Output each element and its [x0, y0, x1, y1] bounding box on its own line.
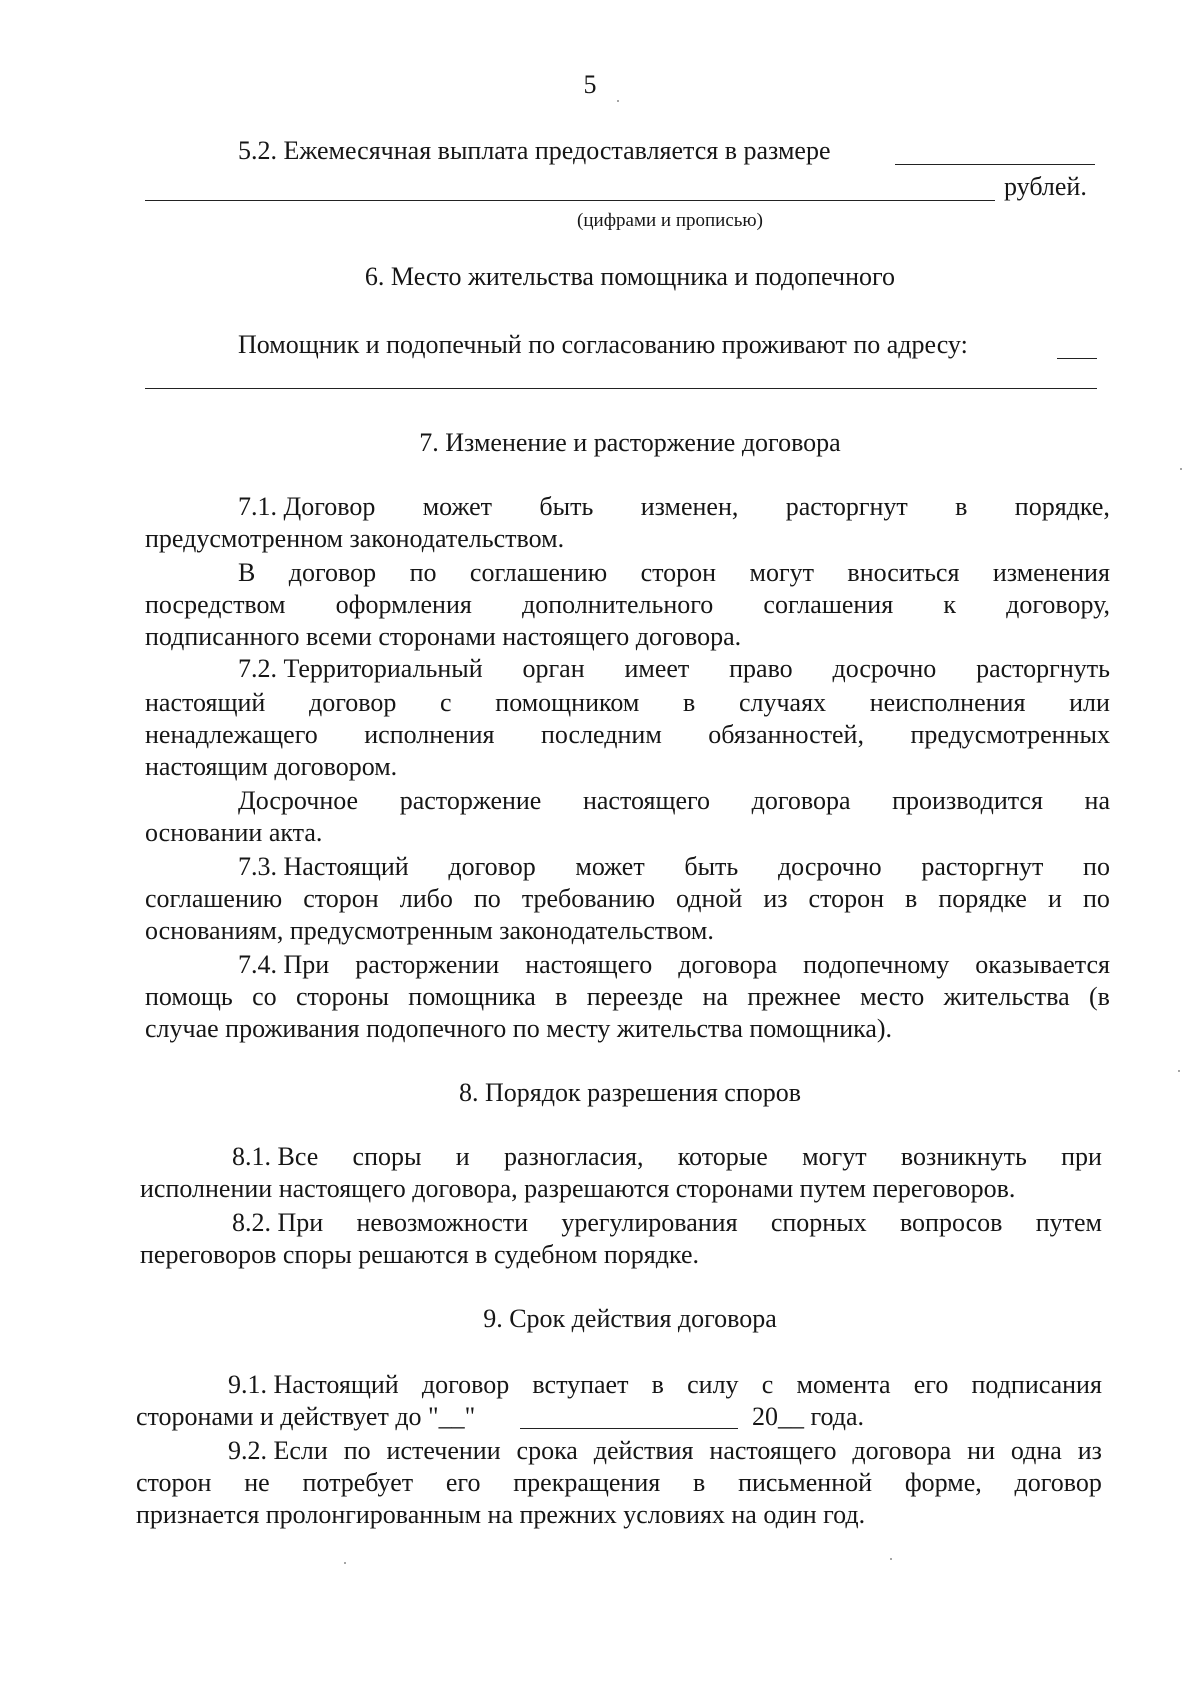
word: не: [244, 1468, 270, 1497]
word: соглашению: [469, 558, 608, 587]
clause-7-1b-line-2: [145, 590, 1110, 620]
word: силу: [687, 1370, 739, 1399]
word: разногласия,: [504, 1142, 644, 1171]
word: право: [729, 654, 793, 683]
address-blank-short: [1057, 358, 1097, 359]
word: момента: [796, 1370, 891, 1399]
word: в: [555, 982, 568, 1011]
word: и: [1048, 884, 1062, 913]
rubles-label: рублей.: [1004, 172, 1087, 201]
clause-7-1-line-1: [238, 492, 1110, 522]
word: вопросов: [899, 1208, 1003, 1237]
word: договор: [448, 852, 536, 881]
clause-9-1-line-1: [228, 1370, 1102, 1400]
word: расторгнут: [921, 852, 1044, 881]
word: настоящего: [709, 1436, 837, 1465]
word: которые: [677, 1142, 768, 1171]
word: расторжении: [355, 950, 500, 979]
word: в: [955, 492, 968, 521]
clause-9-2-line-3: признается пролонгированным на прежних условиях на один год.: [136, 1500, 866, 1529]
word: предусмотренных: [910, 720, 1110, 749]
word: либо: [399, 884, 453, 913]
word: сторон: [808, 884, 885, 913]
address-blank-long: [145, 388, 1097, 389]
word: оказывается: [975, 950, 1110, 979]
clause-7-3-line-1: [238, 852, 1110, 882]
word: изменен,: [640, 492, 739, 521]
scan-speck: [1180, 468, 1182, 470]
word: и: [455, 1142, 470, 1171]
word: споры: [352, 1142, 422, 1171]
word: по: [1083, 852, 1110, 881]
word: к: [943, 590, 956, 619]
word: настоящий: [145, 688, 266, 717]
section-6-heading: 6. Место жительства помощника и подопечного: [364, 262, 896, 291]
word: настоящего: [582, 786, 711, 815]
word: невозможности: [356, 1208, 529, 1237]
word: 8.1. Все: [232, 1142, 319, 1171]
word: могут: [802, 1142, 867, 1171]
word: его: [913, 1370, 949, 1399]
word: сторон: [136, 1468, 212, 1497]
word: или: [1069, 688, 1110, 717]
word: соглашению: [145, 884, 283, 913]
word: дополнительного: [522, 590, 714, 619]
section-7-heading: 7. Изменение и расторжение договора: [419, 428, 841, 457]
word: по: [409, 558, 437, 587]
word: 7.4. При: [238, 950, 330, 979]
word: настоящего: [525, 950, 653, 979]
word: место: [860, 982, 925, 1011]
word: досрочно: [777, 852, 882, 881]
section-8-heading: 8. Порядок разрешения споров: [458, 1078, 802, 1107]
scan-speck: [344, 1562, 346, 1564]
clause-6-line-1: Помощник и подопечный по согласованию проживают по адресу:: [238, 330, 968, 359]
amount-caption: (цифрами и прописью): [577, 210, 763, 231]
word: ненадлежащего: [145, 720, 318, 749]
word: исполнения: [364, 720, 495, 749]
word: помощником: [495, 688, 640, 717]
word: по: [343, 1436, 371, 1465]
word: его: [445, 1468, 481, 1497]
word: из: [763, 884, 788, 913]
word: 7.1. Договор: [238, 492, 376, 521]
word: стороны: [295, 982, 389, 1011]
amount-blank-long: [145, 200, 995, 201]
word: письменной: [738, 1468, 873, 1497]
word: договора: [751, 786, 851, 815]
word: помощь: [145, 982, 233, 1011]
word: на: [702, 982, 728, 1011]
word: расторжение: [399, 786, 542, 815]
word: договора: [678, 950, 778, 979]
word: по: [473, 884, 501, 913]
word: договору,: [1006, 590, 1110, 619]
clause-7-3-line-3: основаниям, предусмотренным законодательством.: [145, 916, 714, 945]
word: вноситься: [847, 558, 960, 587]
clause-7-2-line-3: [145, 720, 1110, 750]
clause-8-1-line-1: [232, 1142, 1102, 1172]
word: со: [252, 982, 277, 1011]
word: с: [440, 688, 452, 717]
word: по: [1082, 884, 1110, 913]
word: В: [238, 558, 256, 587]
word: возникнуть: [900, 1142, 1027, 1171]
scan-speck: [890, 1558, 892, 1560]
word: подписания: [971, 1370, 1102, 1399]
word: изменения: [992, 558, 1110, 587]
word: расторгнуть: [976, 654, 1110, 683]
word: в: [693, 1468, 706, 1497]
clause-9-2-line-2: [136, 1468, 1102, 1498]
word: 7.2. Территориальный: [238, 654, 483, 683]
word: потребует: [302, 1468, 414, 1497]
word: досрочно: [832, 654, 937, 683]
clause-7-1-line-2: предусмотренном законодательством.: [145, 524, 565, 553]
word: сторон: [640, 558, 717, 587]
clause-7-2-line-4: настоящим договором.: [145, 752, 398, 781]
word: действия: [593, 1436, 694, 1465]
word: одна: [1010, 1436, 1062, 1465]
clause-7-2-line-1: [238, 654, 1110, 684]
clause-7-1b-line-3: подписанного всеми сторонами настоящего договора.: [145, 622, 742, 651]
word: в: [682, 688, 696, 717]
clause-7-3-line-2: [145, 884, 1110, 914]
date-month-blank: [520, 1428, 738, 1429]
word: в: [905, 884, 918, 913]
word: порядке,: [1014, 492, 1110, 521]
word: неисполнения: [869, 688, 1026, 717]
word: договора: [852, 1436, 952, 1465]
word: Досрочное: [238, 786, 359, 815]
word: может: [422, 492, 493, 521]
word: может: [575, 852, 645, 881]
clause-7-2b-line-1: [238, 786, 1110, 816]
clause-7-2-line-2: [145, 688, 1110, 718]
word: помощника: [408, 982, 536, 1011]
word: переезде: [586, 982, 684, 1011]
scan-speck: [617, 100, 619, 102]
word: договор: [288, 558, 377, 587]
word: 8.2. При: [232, 1208, 324, 1237]
word: оформления: [335, 590, 472, 619]
word: могут: [749, 558, 814, 587]
word: последним: [540, 720, 662, 749]
word: расторгнут: [785, 492, 908, 521]
word: путем: [1035, 1208, 1102, 1237]
word: договор: [309, 688, 397, 717]
word: вступает: [532, 1370, 629, 1399]
amount-blank-short: [895, 164, 1095, 165]
word: форме,: [904, 1468, 982, 1497]
clause-7-1b-line-1: [238, 558, 1110, 588]
word: при: [1061, 1142, 1102, 1171]
word: истечении: [386, 1436, 501, 1465]
word: случаях: [738, 688, 827, 717]
word: производится: [892, 786, 1043, 815]
clause-9-1-line-2b: 20__ года.: [752, 1402, 865, 1431]
word: с: [761, 1370, 774, 1399]
word: ни: [967, 1436, 995, 1465]
word: обязанностей,: [708, 720, 864, 749]
word: одной: [676, 884, 743, 913]
word: в: [651, 1370, 664, 1399]
scan-speck: [1178, 1070, 1180, 1072]
word: сторон: [303, 884, 379, 913]
clause-7-4-line-2: [145, 982, 1110, 1012]
word: урегулирования: [561, 1208, 738, 1237]
word: порядке: [938, 884, 1027, 913]
word: 7.3. Настоящий: [238, 852, 409, 881]
clause-7-4-line-3: случае проживания подопечного по месту жительства помощника).: [145, 1014, 893, 1043]
word: подопечному: [803, 950, 950, 979]
word: имеет: [624, 654, 690, 683]
word: срока: [516, 1436, 578, 1465]
word: на: [1084, 786, 1110, 815]
word: быть: [684, 852, 739, 881]
clause-9-1-line-2a: сторонами и действует до "__": [136, 1402, 476, 1431]
word: 9.1. Настоящий: [228, 1370, 399, 1399]
word: (в: [1088, 982, 1110, 1011]
word: требованию: [521, 884, 655, 913]
word: прекращения: [513, 1468, 661, 1497]
word: орган: [522, 654, 585, 683]
word: жительства: [943, 982, 1070, 1011]
clause-5-2-line-1: 5.2. Ежемесячная выплата предоставляется в размере: [238, 136, 831, 165]
word: договор: [421, 1370, 510, 1399]
word: соглашения: [763, 590, 894, 619]
word: 9.2. Если: [228, 1436, 328, 1465]
clause-9-2-line-1: [228, 1436, 1102, 1466]
clause-8-1-line-2: исполнении настоящего договора, разрешаются сторонами путем переговоров.: [140, 1174, 1016, 1203]
word: спорных: [770, 1208, 867, 1237]
word: прежнее: [747, 982, 841, 1011]
clause-7-4-line-1: [238, 950, 1110, 980]
clause-8-2-line-1: [232, 1208, 1102, 1238]
word: из: [1077, 1436, 1102, 1465]
clause-8-2-line-2: переговоров споры решаются в судебном порядке.: [140, 1240, 699, 1269]
clause-7-2b-line-2: основании акта.: [145, 818, 323, 847]
word: посредством: [145, 590, 286, 619]
word: быть: [539, 492, 594, 521]
section-9-heading: 9. Срок действия договора: [483, 1304, 777, 1333]
word: договор: [1014, 1468, 1102, 1497]
page-number: 5: [583, 70, 597, 99]
